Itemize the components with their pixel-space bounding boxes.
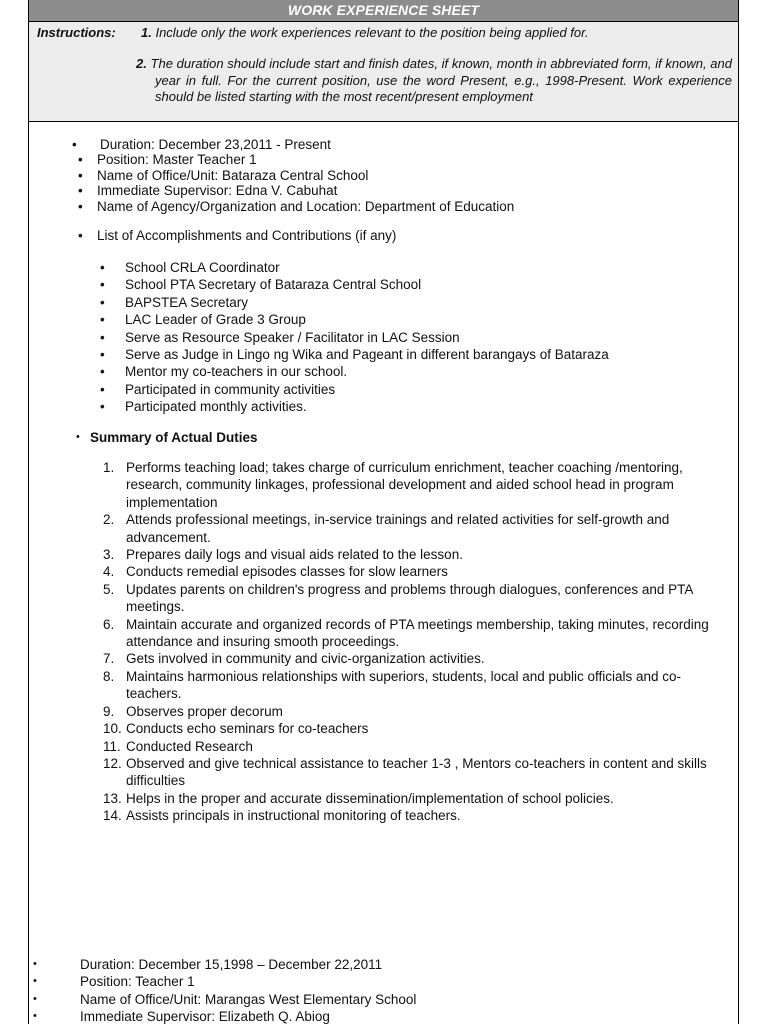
list-item (78, 167, 514, 183)
bullet-icon: • (100, 399, 105, 415)
accomplishments-list (100, 259, 609, 416)
duty-text: Helps in the proper and accurate dissemination/implementation of school policies. (126, 790, 614, 806)
list-item (0, 956, 760, 973)
duty-text: Conducted Research (126, 738, 253, 754)
office-text: Name of Office/Unit: Bataraza Central School (97, 167, 369, 183)
duty-number: 10. (103, 721, 122, 737)
sheet-title: WORK EXPERIENCE SHEET (29, 0, 738, 22)
list-item (0, 1008, 760, 1025)
duty-item (103, 581, 735, 616)
agency-text: Name of Agency/Organization and Location: Department of Education (97, 198, 515, 214)
instruction-2-number: 2. (136, 56, 147, 71)
duty-item (103, 790, 735, 807)
bullet-icon: • (72, 137, 77, 152)
current-position-details (72, 137, 515, 214)
duty-number: 8. (103, 668, 115, 684)
duty-text: Conducts echo seminars for co-teachers (126, 721, 369, 737)
bullet-icon: • (33, 1010, 37, 1023)
duty-number: 12. (103, 755, 122, 771)
bullet-icon: • (78, 152, 83, 168)
duty-text: Observed and give technical assistance to teacher 1-3 , Mentors co-teachers in content and skills difficulties (126, 755, 707, 789)
bullet-icon: • (100, 381, 105, 397)
position-text: Position: Master Teacher 1 (97, 152, 257, 168)
list-item (78, 183, 514, 199)
instructions-box (29, 22, 738, 122)
accomplishment-text: Participated monthly activities. (125, 399, 307, 415)
instruction-1-number: 1. (141, 25, 152, 40)
prev-supervisor-text: Immediate Supervisor: Elizabeth Q. Abiog (80, 1009, 330, 1025)
list-item (78, 152, 514, 168)
bullet-icon: • (33, 992, 37, 1005)
duties-label: Summary of Actual Duties (90, 430, 258, 445)
accomplishment-item (100, 363, 609, 380)
duration-text: Duration: December 23,2011 - Present (100, 137, 331, 152)
prev-duration-text: Duration: December 15,1998 – December 22,2011 (80, 957, 383, 972)
accomplishment-item (100, 346, 609, 363)
duty-text: Maintain accurate and organized records of PTA meetings membership, taking minutes, recording attendance and insuring smooth proceedings. (126, 616, 709, 650)
duty-number: 11. (103, 738, 121, 754)
instruction-item-2 (136, 56, 732, 106)
instructions-label: Instructions: (37, 25, 116, 40)
duty-text: Observes proper decorum (126, 703, 283, 719)
duty-number: 5. (103, 581, 115, 597)
duties-list (103, 459, 735, 825)
prev-office-text: Name of Office/Unit: Marangas West Elementary School (80, 991, 417, 1007)
accomplishment-text: Mentor my co-teachers in our school. (125, 364, 348, 380)
prev-position-text: Position: Teacher 1 (80, 974, 195, 990)
duty-item (103, 546, 735, 563)
duty-text: Gets involved in community and civic-organization activities. (126, 651, 485, 667)
bullet-icon: • (100, 364, 105, 380)
duty-item (103, 650, 735, 667)
bullet-icon: • (78, 183, 83, 199)
bullet-icon: • (76, 431, 80, 443)
bullet-icon: • (33, 975, 37, 988)
duty-number: 3. (103, 547, 115, 563)
instruction-item-1 (141, 25, 589, 40)
bullet-icon: • (78, 198, 83, 214)
duty-item (103, 755, 735, 790)
duty-item (103, 616, 735, 651)
accomplishment-item (100, 311, 609, 328)
accomplishment-item (100, 294, 609, 311)
duty-number: 1. (103, 460, 115, 475)
duty-number: 14. (103, 808, 122, 824)
duty-text: Maintains harmonious relationships with superiors, students, local and public officials and co-teachers. (126, 668, 682, 702)
accomplishment-item (100, 398, 609, 415)
duty-text: Performs teaching load; takes charge of curriculum enrichment, teacher coaching /mentoring, research, community linkages, professional development and aided school head in program implementation (126, 460, 683, 510)
previous-position-details (0, 956, 760, 1026)
bullet-icon: • (100, 260, 105, 275)
duty-number: 7. (103, 651, 115, 667)
duty-text: Assists principals in instructional monitoring of teachers. (126, 808, 461, 824)
instruction-2-text: The duration should include start and finish dates, if known, month in abbreviated form, if known, and year in full. For the current position, use the word Present, e.g., 1998-Present. Work experience should be listed starting with the most recent/present employment (150, 56, 732, 104)
accomplishment-text: School PTA Secretary of Bataraza Central School (125, 277, 422, 293)
duty-item (103, 668, 735, 703)
list-item (0, 991, 760, 1008)
duty-number: 2. (103, 512, 115, 528)
duty-item (103, 703, 735, 720)
bullet-icon: • (100, 312, 105, 328)
duty-item (103, 459, 735, 511)
accomplishment-text: School CRLA Coordinator (125, 260, 280, 275)
duty-text: Conducts remedial episodes classes for slow learners (126, 564, 448, 580)
accomplishment-text: Serve as Judge in Lingo ng Wika and Pageant in different barangays of Bataraza (125, 346, 609, 362)
list-item (72, 137, 517, 152)
duty-item (103, 738, 735, 755)
duty-number: 13. (103, 790, 122, 806)
duty-text: Prepares daily logs and visual aids related to the lesson. (126, 547, 463, 563)
bullet-icon: • (100, 329, 105, 345)
accomplishment-item (100, 259, 609, 276)
accomplishment-item (100, 276, 609, 293)
duty-text: Attends professional meetings, in-service trainings and related activities for self-growth and advancement. (126, 512, 670, 545)
accomplishment-item (100, 381, 609, 398)
bullet-icon: • (100, 294, 105, 310)
accomplishment-item (100, 329, 609, 346)
duty-text: Updates parents on children's progress and problems through dialogues, conferences and PTA meetings. (126, 581, 693, 615)
bullet-icon: • (100, 346, 105, 362)
accomplishment-text: LAC Leader of Grade 3 Group (125, 312, 306, 328)
duty-number: 4. (103, 564, 115, 580)
accomplishment-text: BAPSTEA Secretary (125, 294, 249, 310)
duty-number: 6. (103, 616, 115, 632)
accomplishment-text: Serve as Resource Speaker / Facilitator in LAC Session (125, 329, 460, 345)
instruction-1-text: Include only the work experiences relevant to the position being applied for. (155, 25, 589, 40)
duty-number: 9. (103, 703, 115, 719)
accomplishments-heading (78, 227, 397, 244)
bullet-icon: • (78, 228, 83, 243)
bullet-icon: • (33, 958, 37, 970)
accomplishments-label: List of Accomplishments and Contributions (if any) (97, 228, 397, 243)
duty-item (103, 563, 735, 580)
list-item (0, 973, 760, 990)
supervisor-text: Immediate Supervisor: Edna V. Cabuhat (97, 183, 338, 199)
duty-item (103, 511, 735, 546)
bullet-icon: • (100, 277, 105, 293)
duty-item (103, 720, 735, 737)
accomplishment-text: Participated in community activities (125, 381, 336, 397)
bullet-icon: • (78, 167, 83, 183)
list-item (78, 198, 515, 214)
duty-item (103, 807, 735, 824)
